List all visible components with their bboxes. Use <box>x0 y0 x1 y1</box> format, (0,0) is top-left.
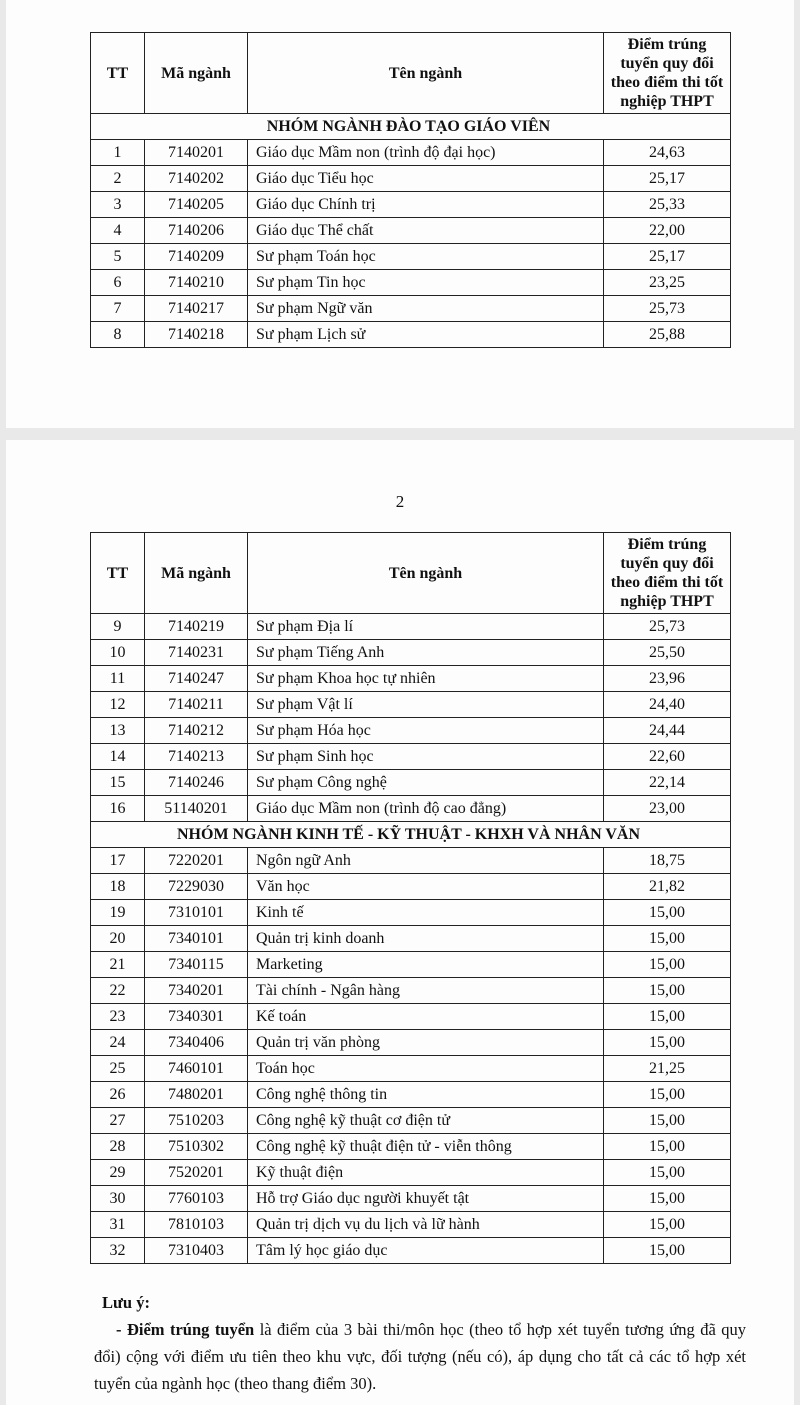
document-page-2 <box>6 440 794 1405</box>
table-row <box>91 140 731 166</box>
major-code: 7140247 <box>145 666 248 692</box>
major-name: Sư phạm Toán học <box>248 244 604 270</box>
admission-score: 22,14 <box>604 770 731 796</box>
admission-score: 15,00 <box>604 1030 731 1056</box>
notes-text: là điểm của 3 bài thi/môn học (theo tổ hợp xét tuyển tương ứng đã quy đổi) cộng với điểm ưu tiên theo khu vực, đối tượng (nếu có), áp dụng cho tất cả các tổ hợp xét tuyển của ngành học (theo thang điểm 30). <box>94 1320 747 1393</box>
major-code: 7140231 <box>145 640 248 666</box>
admission-score: 15,00 <box>604 900 731 926</box>
row-number: 32 <box>91 1238 145 1264</box>
admission-score: 25,73 <box>604 614 731 640</box>
header-code: Mã ngành <box>145 33 248 114</box>
row-number: 29 <box>91 1160 145 1186</box>
admission-score: 25,88 <box>604 322 731 348</box>
table-row <box>91 796 731 822</box>
table-row <box>91 270 731 296</box>
admission-score: 15,00 <box>604 952 731 978</box>
admission-score: 15,00 <box>604 926 731 952</box>
table-row <box>91 900 731 926</box>
major-code: 7140218 <box>145 322 248 348</box>
admission-score: 15,00 <box>604 1238 731 1264</box>
row-number: 10 <box>91 640 145 666</box>
admission-score: 15,00 <box>604 1212 731 1238</box>
major-code: 7810103 <box>145 1212 248 1238</box>
notes-title: Lưu ý: <box>102 1293 150 1312</box>
major-code: 7229030 <box>145 874 248 900</box>
row-number: 22 <box>91 978 145 1004</box>
row-number: 18 <box>91 874 145 900</box>
row-number: 26 <box>91 1082 145 1108</box>
table-row <box>91 1108 731 1134</box>
major-name: Công nghệ kỹ thuật cơ điện tử <box>248 1108 604 1134</box>
admission-score: 15,00 <box>604 1082 731 1108</box>
major-code: 7310403 <box>145 1238 248 1264</box>
major-code: 7510302 <box>145 1134 248 1160</box>
document-page-1 <box>6 0 794 428</box>
major-name: Kế toán <box>248 1004 604 1030</box>
major-code: 7140211 <box>145 692 248 718</box>
major-name: Kinh tế <box>248 900 604 926</box>
row-number: 19 <box>91 900 145 926</box>
major-name: Công nghệ thông tin <box>248 1082 604 1108</box>
row-number: 11 <box>91 666 145 692</box>
table-row <box>91 848 731 874</box>
group-heading: NHÓM NGÀNH ĐÀO TẠO GIÁO VIÊN <box>91 114 731 140</box>
table-row <box>91 296 731 322</box>
major-name: Văn học <box>248 874 604 900</box>
row-number: 14 <box>91 744 145 770</box>
table-row <box>91 718 731 744</box>
major-code: 7340406 <box>145 1030 248 1056</box>
admission-score: 24,63 <box>604 140 731 166</box>
header-tt: TT <box>91 533 145 614</box>
table-row <box>91 874 731 900</box>
admission-score: 24,40 <box>604 692 731 718</box>
header-name: Tên ngành <box>248 33 604 114</box>
admission-score: 23,96 <box>604 666 731 692</box>
admission-score: 15,00 <box>604 1134 731 1160</box>
admission-score: 15,00 <box>604 1186 731 1212</box>
major-name: Sư phạm Địa lí <box>248 614 604 640</box>
row-number: 1 <box>91 140 145 166</box>
major-code: 7140246 <box>145 770 248 796</box>
row-number: 27 <box>91 1108 145 1134</box>
admission-score: 25,17 <box>604 244 731 270</box>
major-code: 7140202 <box>145 166 248 192</box>
header-score: Điểm trúng tuyển quy đổi theo điểm thi tốt nghiệp THPT <box>604 33 731 114</box>
major-name: Kỹ thuật điện <box>248 1160 604 1186</box>
admission-score: 15,00 <box>604 1160 731 1186</box>
admission-scores-table-1 <box>90 32 731 348</box>
major-name: Sư phạm Tin học <box>248 270 604 296</box>
major-name: Giáo dục Thể chất <box>248 218 604 244</box>
table-header-row <box>91 33 731 114</box>
table-row <box>91 1186 731 1212</box>
page-number: 2 <box>395 492 405 511</box>
major-code: 7460101 <box>145 1056 248 1082</box>
major-name: Tài chính - Ngân hàng <box>248 978 604 1004</box>
major-code: 7140219 <box>145 614 248 640</box>
table-row <box>91 1238 731 1264</box>
header-score: Điểm trúng tuyển quy đổi theo điểm thi tốt nghiệp THPT <box>604 533 731 614</box>
notes-bold-lead: - Điểm trúng tuyển <box>116 1320 255 1339</box>
admission-score: 25,73 <box>604 296 731 322</box>
major-name: Ngôn ngữ Anh <box>248 848 604 874</box>
admission-score: 22,60 <box>604 744 731 770</box>
table-row <box>91 1134 731 1160</box>
row-number: 2 <box>91 166 145 192</box>
major-name: Sư phạm Vật lí <box>248 692 604 718</box>
major-code: 7140209 <box>145 244 248 270</box>
admission-score: 15,00 <box>604 978 731 1004</box>
row-number: 6 <box>91 270 145 296</box>
row-number: 4 <box>91 218 145 244</box>
group-heading: NHÓM NGÀNH KINH TẾ - KỸ THUẬT - KHXH VÀ NHÂN VĂN <box>91 822 731 848</box>
row-number: 28 <box>91 1134 145 1160</box>
row-number: 25 <box>91 1056 145 1082</box>
table-row <box>91 166 731 192</box>
row-number: 31 <box>91 1212 145 1238</box>
major-name: Giáo dục Mầm non (trình độ đại học) <box>248 140 604 166</box>
major-name: Sư phạm Khoa học tự nhiên <box>248 666 604 692</box>
admission-score: 15,00 <box>604 1108 731 1134</box>
major-code: 7220201 <box>145 848 248 874</box>
major-name: Sư phạm Công nghệ <box>248 770 604 796</box>
major-name: Sư phạm Hóa học <box>248 718 604 744</box>
table-row <box>91 640 731 666</box>
row-number: 16 <box>91 796 145 822</box>
major-code: 7140201 <box>145 140 248 166</box>
major-code: 7340115 <box>145 952 248 978</box>
admission-score: 25,33 <box>604 192 731 218</box>
table-row <box>91 1082 731 1108</box>
major-code: 7510203 <box>145 1108 248 1134</box>
row-number: 9 <box>91 614 145 640</box>
major-code: 7140210 <box>145 270 248 296</box>
row-number: 15 <box>91 770 145 796</box>
row-number: 13 <box>91 718 145 744</box>
major-name: Sư phạm Lịch sử <box>248 322 604 348</box>
major-name: Toán học <box>248 1056 604 1082</box>
group-row <box>91 822 731 848</box>
major-code: 7140205 <box>145 192 248 218</box>
notes-body <box>94 1316 746 1397</box>
table-row <box>91 744 731 770</box>
admission-score: 25,50 <box>604 640 731 666</box>
table-row <box>91 952 731 978</box>
major-code: 7340101 <box>145 926 248 952</box>
table-row <box>91 666 731 692</box>
table-row <box>91 770 731 796</box>
row-number: 5 <box>91 244 145 270</box>
major-code: 7140217 <box>145 296 248 322</box>
admission-score: 21,82 <box>604 874 731 900</box>
admission-score: 25,17 <box>604 166 731 192</box>
admission-score: 24,44 <box>604 718 731 744</box>
admission-score: 18,75 <box>604 848 731 874</box>
admission-score: 23,25 <box>604 270 731 296</box>
row-number: 24 <box>91 1030 145 1056</box>
major-code: 51140201 <box>145 796 248 822</box>
major-code: 7520201 <box>145 1160 248 1186</box>
major-code: 7760103 <box>145 1186 248 1212</box>
major-code: 7140213 <box>145 744 248 770</box>
major-code: 7140212 <box>145 718 248 744</box>
major-name: Sư phạm Ngữ văn <box>248 296 604 322</box>
header-tt: TT <box>91 33 145 114</box>
row-number: 21 <box>91 952 145 978</box>
table-row <box>91 1004 731 1030</box>
row-number: 20 <box>91 926 145 952</box>
row-number: 23 <box>91 1004 145 1030</box>
major-name: Công nghệ kỹ thuật điện tử - viễn thông <box>248 1134 604 1160</box>
major-name: Hỗ trợ Giáo dục người khuyết tật <box>248 1186 604 1212</box>
table-row <box>91 244 731 270</box>
table-row <box>91 978 731 1004</box>
admission-scores-table-2 <box>90 532 731 1264</box>
major-code: 7340201 <box>145 978 248 1004</box>
table-row <box>91 1160 731 1186</box>
major-code: 7340301 <box>145 1004 248 1030</box>
admission-score: 22,00 <box>604 218 731 244</box>
table-row <box>91 926 731 952</box>
major-name: Quản trị văn phòng <box>248 1030 604 1056</box>
table-header-row <box>91 533 731 614</box>
major-name: Giáo dục Chính trị <box>248 192 604 218</box>
table-row <box>91 614 731 640</box>
row-number: 3 <box>91 192 145 218</box>
table-row <box>91 322 731 348</box>
notes <box>94 1289 747 1397</box>
major-name: Quản trị kinh doanh <box>248 926 604 952</box>
table-row <box>91 218 731 244</box>
row-number: 8 <box>91 322 145 348</box>
admission-score: 15,00 <box>604 1004 731 1030</box>
major-name: Marketing <box>248 952 604 978</box>
major-code: 7310101 <box>145 900 248 926</box>
major-name: Giáo dục Mầm non (trình độ cao đẳng) <box>248 796 604 822</box>
major-name: Giáo dục Tiểu học <box>248 166 604 192</box>
major-name: Sư phạm Tiếng Anh <box>248 640 604 666</box>
header-name: Tên ngành <box>248 533 604 614</box>
table-row <box>91 1030 731 1056</box>
row-number: 17 <box>91 848 145 874</box>
row-number: 12 <box>91 692 145 718</box>
major-name: Tâm lý học giáo dục <box>248 1238 604 1264</box>
major-name: Quản trị dịch vụ du lịch và lữ hành <box>248 1212 604 1238</box>
major-code: 7140206 <box>145 218 248 244</box>
table-row <box>91 692 731 718</box>
table-row <box>91 1212 731 1238</box>
row-number: 30 <box>91 1186 145 1212</box>
table-row <box>91 192 731 218</box>
group-row <box>91 114 731 140</box>
header-code: Mã ngành <box>145 533 248 614</box>
table-row <box>91 1056 731 1082</box>
admission-score: 21,25 <box>604 1056 731 1082</box>
major-name: Sư phạm Sinh học <box>248 744 604 770</box>
admission-score: 23,00 <box>604 796 731 822</box>
row-number: 7 <box>91 296 145 322</box>
major-code: 7480201 <box>145 1082 248 1108</box>
